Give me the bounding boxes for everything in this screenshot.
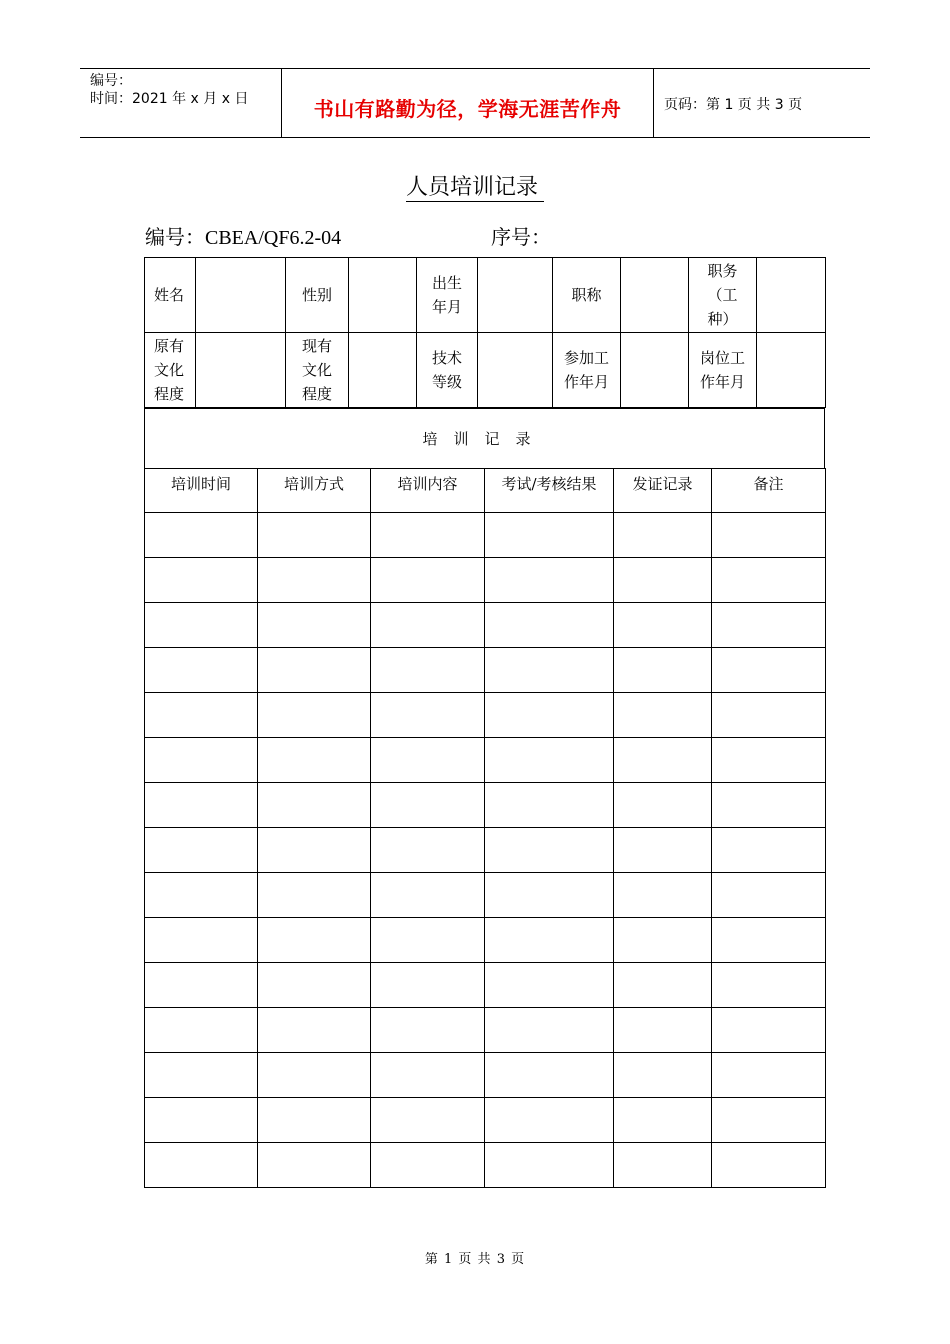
table-row <box>145 963 826 1008</box>
label-job <box>689 258 757 333</box>
table-cell <box>712 963 826 1008</box>
personnel-info-table <box>144 257 826 408</box>
table-cell <box>485 783 614 828</box>
table-cell <box>371 828 485 873</box>
column-header: 备注 <box>712 469 826 513</box>
table-cell <box>258 873 371 918</box>
table-cell <box>258 1143 371 1188</box>
column-header: 培训内容 <box>371 469 485 513</box>
table-cell <box>614 963 712 1008</box>
table-cell <box>371 963 485 1008</box>
page-header <box>80 68 870 138</box>
label-line: 技术 <box>431 349 462 367</box>
table-cell <box>145 828 258 873</box>
label-line: 程度 <box>154 385 185 403</box>
table-cell <box>485 1008 614 1053</box>
table-cell <box>145 918 258 963</box>
table-cell <box>145 693 258 738</box>
info-row-1 <box>145 258 826 333</box>
value-job <box>757 258 826 333</box>
table-cell <box>258 1098 371 1143</box>
table-cell <box>712 558 826 603</box>
table-cell <box>258 738 371 783</box>
table-cell <box>485 558 614 603</box>
table-cell <box>485 1098 614 1143</box>
value-start-work <box>621 333 689 408</box>
column-header: 发证记录 <box>614 469 712 513</box>
table-row <box>145 603 826 648</box>
table-cell <box>258 513 371 558</box>
table-cell <box>485 828 614 873</box>
label-line: 作年月 <box>699 373 745 391</box>
table-row <box>145 1008 826 1053</box>
document-title: 人员培训记录 <box>406 175 544 202</box>
table-cell <box>485 693 614 738</box>
table-cell <box>145 738 258 783</box>
table-cell <box>258 648 371 693</box>
table-cell <box>485 873 614 918</box>
value-name <box>196 258 286 333</box>
label-job-line: 职务 <box>707 262 738 280</box>
table-cell <box>712 1008 826 1053</box>
table-cell <box>371 603 485 648</box>
table-cell <box>712 1098 826 1143</box>
table-cell <box>614 693 712 738</box>
document-code: 编号：CBEA/QF6.2-04 <box>145 227 342 249</box>
table-cell <box>712 738 826 783</box>
table-cell <box>614 513 712 558</box>
label-line: 等级 <box>431 373 462 391</box>
table-cell <box>145 873 258 918</box>
table-cell <box>485 513 614 558</box>
table-cell <box>371 558 485 603</box>
label-line: 程度 <box>301 385 332 403</box>
table-cell <box>258 603 371 648</box>
table-cell <box>145 1143 258 1188</box>
table-cell <box>485 603 614 648</box>
table-cell <box>371 1008 485 1053</box>
table-cell <box>614 558 712 603</box>
label-job-line: 种） <box>707 310 738 328</box>
table-cell <box>371 873 485 918</box>
header-number-label: 编号： <box>90 73 132 89</box>
table-cell <box>258 693 371 738</box>
records-header-row <box>145 469 826 513</box>
label-line: 文化 <box>301 361 332 379</box>
table-cell <box>371 513 485 558</box>
table-cell <box>712 513 826 558</box>
label-post-work <box>689 333 757 408</box>
label-birth-line: 出生 <box>431 274 462 292</box>
table-cell <box>485 1053 614 1098</box>
table-cell <box>712 873 826 918</box>
label-name: 姓名 <box>145 258 196 333</box>
table-cell <box>614 1143 712 1188</box>
value-title <box>621 258 689 333</box>
table-row <box>145 558 826 603</box>
section-title: 培训记录 <box>145 409 825 469</box>
value-current-education <box>349 333 417 408</box>
column-header: 培训时间 <box>145 469 258 513</box>
header-meta <box>80 69 282 137</box>
table-cell <box>712 918 826 963</box>
label-current-education <box>286 333 349 408</box>
label-birth <box>417 258 478 333</box>
table-row <box>145 783 826 828</box>
table-cell <box>145 558 258 603</box>
table-cell <box>145 1053 258 1098</box>
table-row <box>145 513 826 558</box>
table-cell <box>485 918 614 963</box>
table-cell <box>712 1053 826 1098</box>
label-job-line: （工 <box>707 286 738 304</box>
table-cell <box>258 1053 371 1098</box>
table-row <box>145 873 826 918</box>
table-cell <box>614 1053 712 1098</box>
table-row <box>145 1098 826 1143</box>
table-cell <box>712 1143 826 1188</box>
table-cell <box>614 873 712 918</box>
label-title: 职称 <box>553 258 621 333</box>
table-cell <box>371 1098 485 1143</box>
table-cell <box>371 1143 485 1188</box>
table-cell <box>145 513 258 558</box>
table-cell <box>258 828 371 873</box>
label-start-work <box>553 333 621 408</box>
table-row <box>145 828 826 873</box>
table-row <box>145 1053 826 1098</box>
info-row-2 <box>145 333 826 408</box>
label-gender: 性别 <box>286 258 349 333</box>
table-cell <box>371 1053 485 1098</box>
table-cell <box>145 648 258 693</box>
table-cell <box>258 963 371 1008</box>
table-cell <box>485 1143 614 1188</box>
table-cell <box>258 918 371 963</box>
table-cell <box>614 1098 712 1143</box>
table-cell <box>614 738 712 783</box>
label-line: 岗位工 <box>699 349 745 367</box>
value-post-work <box>757 333 826 408</box>
table-row <box>145 693 826 738</box>
value-birth <box>478 258 553 333</box>
table-cell <box>712 648 826 693</box>
table-cell <box>614 1008 712 1053</box>
value-original-education <box>196 333 286 408</box>
label-line: 文化 <box>154 361 185 379</box>
label-line: 参加工 <box>563 349 609 367</box>
table-row <box>145 738 826 783</box>
records-body <box>145 469 826 1188</box>
table-cell <box>614 918 712 963</box>
table-cell <box>145 603 258 648</box>
table-cell <box>258 783 371 828</box>
table-cell <box>371 693 485 738</box>
section-title-row <box>145 409 825 469</box>
page-footer: 第 1 页 共 3 页 <box>424 1252 526 1267</box>
table-cell <box>712 783 826 828</box>
document-sequence-label: 序号： <box>491 227 551 249</box>
label-line: 作年月 <box>563 373 609 391</box>
header-motto-cell <box>282 69 654 137</box>
column-header: 考试/考核结果 <box>485 469 614 513</box>
table-cell <box>614 648 712 693</box>
label-original-education <box>145 333 196 408</box>
table-cell <box>371 648 485 693</box>
label-tech-level <box>417 333 478 408</box>
table-row <box>145 648 826 693</box>
table-cell <box>145 1098 258 1143</box>
table-cell <box>145 1008 258 1053</box>
table-cell <box>258 1008 371 1053</box>
table-cell <box>485 648 614 693</box>
table-cell <box>371 783 485 828</box>
training-records-table <box>144 468 826 1188</box>
header-page-info: 页码：第 1 页 共 3 页 <box>664 97 803 113</box>
column-header: 培训方式 <box>258 469 371 513</box>
table-cell <box>712 603 826 648</box>
table-cell <box>614 783 712 828</box>
table-cell <box>614 603 712 648</box>
table-cell <box>485 738 614 783</box>
table-cell <box>371 918 485 963</box>
table-cell <box>485 963 614 1008</box>
label-line: 原有 <box>154 337 185 355</box>
header-date: 时间：2021 年 x 月 x 日 <box>90 91 249 107</box>
table-row <box>145 1143 826 1188</box>
header-motto: 书山有路勤为径，学海无涯苦作舟 <box>313 97 622 121</box>
section-title-table <box>144 408 825 469</box>
value-tech-level <box>478 333 553 408</box>
label-line: 现有 <box>301 337 332 355</box>
table-cell <box>145 963 258 1008</box>
value-gender <box>349 258 417 333</box>
table-row <box>145 918 826 963</box>
table-cell <box>712 693 826 738</box>
document-title-wrap <box>0 170 950 201</box>
table-cell <box>712 828 826 873</box>
table-cell <box>371 738 485 783</box>
label-birth-line: 年月 <box>431 298 462 316</box>
table-cell <box>258 558 371 603</box>
table-cell <box>614 828 712 873</box>
table-cell <box>145 783 258 828</box>
